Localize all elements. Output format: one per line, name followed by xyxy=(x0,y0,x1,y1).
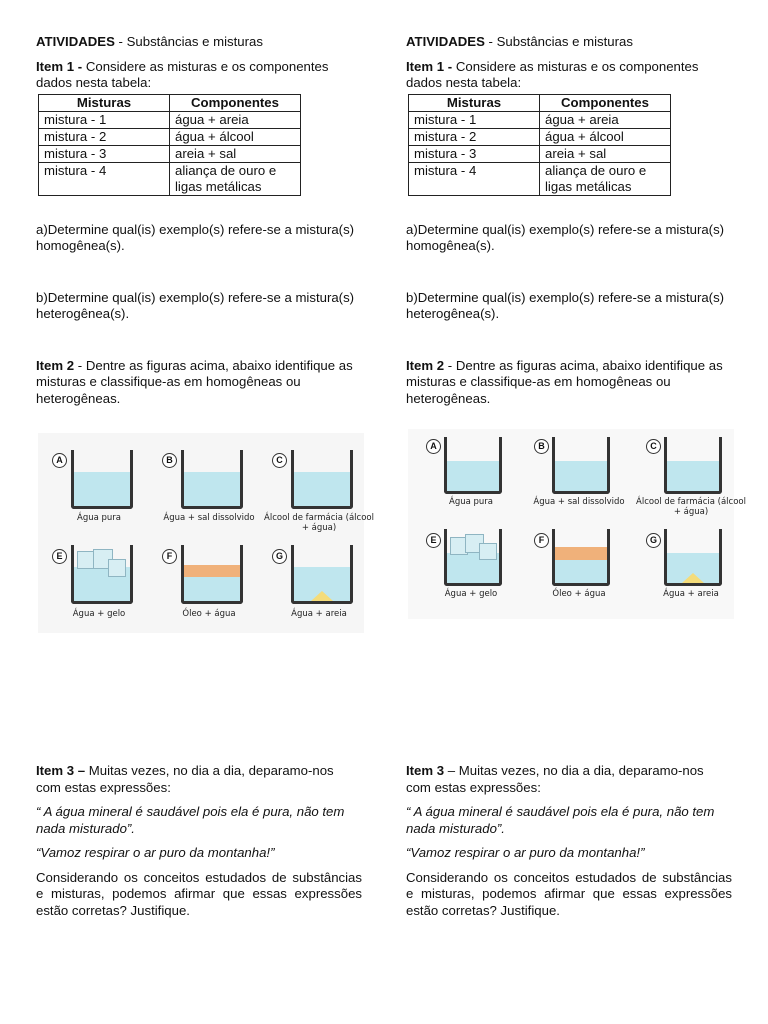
figure-caption: Água pura xyxy=(77,513,121,523)
item3-intro xyxy=(406,763,732,796)
table-header: Misturas xyxy=(39,94,170,111)
table-header-row xyxy=(39,94,301,111)
sand-pile xyxy=(311,591,333,601)
table-cell: areia + sal xyxy=(170,145,301,162)
table-header: Componentes xyxy=(540,94,671,111)
figure-letter: G xyxy=(272,549,287,564)
table-cell: mistura - 1 xyxy=(409,111,540,128)
oil-layer xyxy=(184,565,240,577)
table-header: Componentes xyxy=(170,94,301,111)
worksheet-column-left xyxy=(36,34,374,919)
activities-heading xyxy=(36,34,362,51)
figure-letter: A xyxy=(52,453,67,468)
water-liquid xyxy=(294,472,350,506)
activities-title: ATIVIDADES xyxy=(36,34,115,49)
worksheet-column-right xyxy=(406,34,746,919)
figure-letter: C xyxy=(646,439,661,454)
table-row xyxy=(409,162,671,195)
table-cell: água + álcool xyxy=(170,128,301,145)
water-liquid xyxy=(74,472,130,506)
figure-caption: Álcool de farmácia (álcool + água) xyxy=(636,497,746,517)
figure-caption: Óleo + água xyxy=(552,589,606,599)
table-cell: aliança de ouro e ligas metálicas xyxy=(170,162,301,195)
item2-text: - Dentre as figuras acima, abaixo identifique as misturas e classifique-as em homogêneas ou heterogêneas. xyxy=(406,357,723,406)
item3-text: – Muitas vezes, no dia a dia, deparamo-nos com estas expressões: xyxy=(406,763,704,795)
table-row xyxy=(409,145,671,162)
question-b: b)Determine qual(is) exemplo(s) refere-se a mistura(s) heterogênea(s). xyxy=(406,289,725,321)
table-cell: água + álcool xyxy=(540,128,671,145)
quote-pure-air: “Vamoz respirar o ar puro da montanha!” xyxy=(36,845,275,860)
table-cell: areia + sal xyxy=(540,145,671,162)
figure-caption: Água + areia xyxy=(291,609,347,619)
table-cell: mistura - 1 xyxy=(39,111,170,128)
quote-mineral-water: “ A água mineral é saudável pois ela é pura, não tem nada misturado”. xyxy=(36,804,345,836)
water-liquid xyxy=(184,577,240,601)
figure-caption: Álcool de farmácia (álcool + água) xyxy=(264,513,374,533)
beaker-alcohol xyxy=(664,437,722,494)
water-liquid xyxy=(447,461,499,491)
mixtures-figure xyxy=(408,429,746,619)
table-row xyxy=(39,128,301,145)
beaker-oil-water xyxy=(552,529,610,586)
table-cell: mistura - 4 xyxy=(39,162,170,195)
water-liquid xyxy=(184,472,240,506)
ice-cube xyxy=(479,543,497,560)
beaker-pure-water xyxy=(71,450,133,509)
table-cell: água + areia xyxy=(170,111,301,128)
item3-question: Considerando os conceitos estudados de substâncias e misturas, podemos afirmar que essas expressões estão corretas? Justifique. xyxy=(406,869,732,918)
figure-letter: E xyxy=(52,549,67,564)
item1-intro xyxy=(406,59,732,92)
beaker-water-sand xyxy=(291,545,353,604)
beaker-oil-water xyxy=(181,545,243,604)
figure-caption: Óleo + água xyxy=(182,609,236,619)
beaker-water-ice xyxy=(71,545,133,604)
table-cell: mistura - 3 xyxy=(39,145,170,162)
figure-letter: B xyxy=(162,453,177,468)
beaker-salt-water xyxy=(552,437,610,494)
mixtures-table xyxy=(408,94,671,196)
table-cell: mistura - 4 xyxy=(409,162,540,195)
figure-caption: Água + gelo xyxy=(72,609,126,619)
ice-cube xyxy=(108,559,126,577)
water-liquid xyxy=(667,461,719,491)
table-row xyxy=(39,145,301,162)
item3-intro xyxy=(36,763,362,796)
figure-letter: C xyxy=(272,453,287,468)
beaker-water-sand xyxy=(664,529,722,586)
item3-text: Muitas vezes, no dia a dia, deparamo-nos com estas expressões: xyxy=(36,763,334,795)
beaker-alcohol xyxy=(291,450,353,509)
figure-letter: F xyxy=(162,549,177,564)
beaker-pure-water xyxy=(444,437,502,494)
table-header: Misturas xyxy=(409,94,540,111)
figure-caption: Água + sal dissolvido xyxy=(533,497,625,507)
activities-subtitle: - Substâncias e misturas xyxy=(114,34,263,49)
quote-pure-air: “Vamoz respirar o ar puro da montanha!” xyxy=(406,845,645,860)
item1-intro xyxy=(36,59,362,92)
item2-intro xyxy=(406,358,732,408)
quote-mineral-water: “ A água mineral é saudável pois ela é pura, não tem nada misturado”. xyxy=(406,804,715,836)
table-cell: água + areia xyxy=(540,111,671,128)
table-cell: aliança de ouro e ligas metálicas xyxy=(540,162,671,195)
table-cell: mistura - 3 xyxy=(409,145,540,162)
table-header-row xyxy=(409,94,671,111)
table-row xyxy=(39,162,301,195)
item2-label: Item 2 xyxy=(36,357,75,373)
item3-label: Item 3 xyxy=(406,763,445,778)
figure-caption: Água + sal dissolvido xyxy=(163,513,255,523)
figure-letter: G xyxy=(646,533,661,548)
figure-letter: F xyxy=(534,533,549,548)
question-a: a)Determine qual(is) exemplo(s) refere-se a mistura(s) homogênea(s). xyxy=(36,221,355,253)
figure-letter: A xyxy=(426,439,441,454)
sand-pile xyxy=(682,573,704,583)
water-liquid xyxy=(555,461,607,491)
table-cell: mistura - 2 xyxy=(409,128,540,145)
table-row xyxy=(409,128,671,145)
question-b: b)Determine qual(is) exemplo(s) refere-se a mistura(s) heterogênea(s). xyxy=(36,289,355,321)
mixtures-figure xyxy=(38,433,374,633)
water-liquid xyxy=(555,560,607,583)
item3-label: Item 3 – xyxy=(36,763,86,778)
figure-caption: Água + areia xyxy=(663,589,719,599)
beaker-salt-water xyxy=(181,450,243,509)
table-row xyxy=(409,111,671,128)
item1-text: Considere as misturas e os componentes dados nesta tabela: xyxy=(36,58,329,90)
activities-heading xyxy=(406,34,732,51)
item2-label: Item 2 xyxy=(406,357,445,373)
item2-intro xyxy=(36,358,362,408)
activities-subtitle: - Substâncias e misturas xyxy=(484,34,633,49)
item2-text: - Dentre as figuras acima, abaixo identifique as misturas e classifique-as em homogêneas ou heterogêneas. xyxy=(36,357,353,406)
figure-caption: Água + gelo xyxy=(444,589,498,599)
item3-question: Considerando os conceitos estudados de substâncias e misturas, podemos afirmar que essas expressões estão corretas? Justifique. xyxy=(36,869,362,918)
question-a: a)Determine qual(is) exemplo(s) refere-se a mistura(s) homogênea(s). xyxy=(406,221,725,253)
table-cell: mistura - 2 xyxy=(39,128,170,145)
activities-title: ATIVIDADES xyxy=(406,34,485,49)
mixtures-table xyxy=(38,94,301,196)
figure-letter: B xyxy=(534,439,549,454)
item1-label: Item 1 - xyxy=(36,58,83,74)
figure-letter: E xyxy=(426,533,441,548)
item1-text: Considere as misturas e os componentes dados nesta tabela: xyxy=(406,58,699,90)
figure-caption: Água pura xyxy=(449,497,493,507)
item1-label: Item 1 - xyxy=(406,58,453,74)
oil-layer xyxy=(555,547,607,560)
beaker-water-ice xyxy=(444,529,502,586)
table-row xyxy=(39,111,301,128)
